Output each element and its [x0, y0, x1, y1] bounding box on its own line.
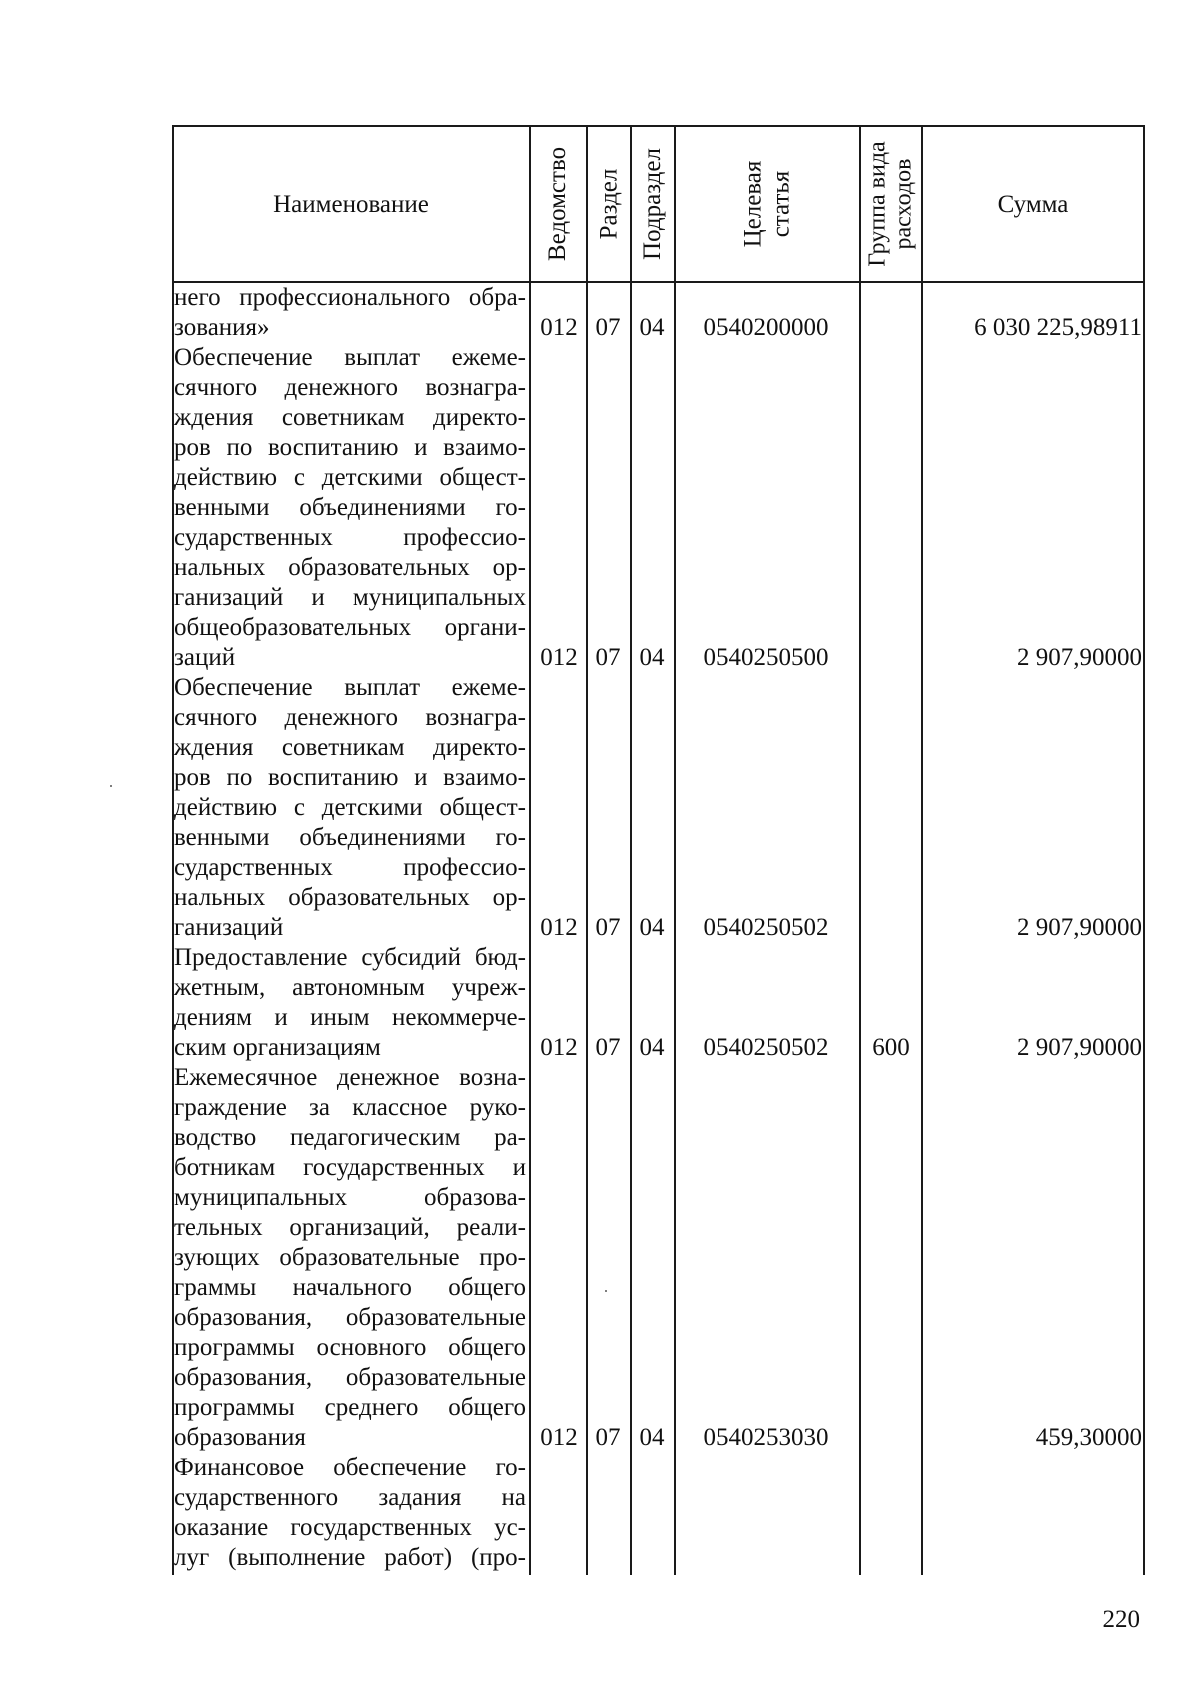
- name-line: общеобразовательных органи-: [174, 614, 526, 641]
- name-line: луг (выполнение работ) (про-: [174, 1544, 526, 1571]
- cell-podrazdel: 04: [639, 644, 665, 671]
- name-line: сударственных профессио-: [174, 854, 526, 881]
- header-podrazdel: [632, 127, 674, 281]
- name-line: ров по воспитанию и взаимо-: [174, 764, 526, 791]
- cell-razdel: 07: [595, 1424, 621, 1451]
- header-vedomstvo-text: Ведомство: [544, 146, 572, 262]
- table-right-border: [1143, 125, 1145, 1575]
- name-line: дениям и иным некоммерче-: [174, 1004, 526, 1031]
- name-line: тельных организаций, реали-: [174, 1214, 526, 1241]
- name-line: оказание государственных ус-: [174, 1514, 526, 1541]
- name-line: действию с детскими общест-: [174, 794, 526, 821]
- cell-vedomstvo: 012: [540, 644, 578, 671]
- name-line: Обеспечение выплат ежеме-: [174, 674, 526, 701]
- name-line: венными объединениями го-: [174, 824, 526, 851]
- name-line: Обеспечение выплат ежеме-: [174, 344, 526, 371]
- header-gruppa-line1: Группа вида: [865, 141, 891, 267]
- header-gruppa-line2: расходов: [891, 158, 917, 250]
- name-line: образования, образовательные: [174, 1304, 526, 1331]
- name-line: заций: [174, 644, 236, 671]
- header-name-text: Наименование: [273, 190, 429, 218]
- header-summa-text: Сумма: [997, 190, 1069, 218]
- col-divider-celevaya: [859, 125, 861, 1575]
- name-line: ров по воспитанию и взаимо-: [174, 434, 526, 461]
- name-column: [174, 283, 526, 1573]
- header-summa: [923, 127, 1143, 281]
- cell-summa: 2 907,90000: [1017, 914, 1142, 941]
- name-line: Финансовое обеспечение го-: [174, 1454, 526, 1481]
- col-divider-name: [529, 125, 531, 1575]
- header-celevaya: [676, 127, 859, 281]
- name-line: ждения советникам директо-: [174, 734, 526, 761]
- cell-vedomstvo: 012: [540, 314, 578, 341]
- header-name: [174, 127, 528, 281]
- header-razdel-text: Раздел: [595, 168, 622, 240]
- name-line: зующих образовательные про-: [174, 1244, 526, 1271]
- page-number: 220: [1102, 1606, 1140, 1633]
- name-line: жетным, автономным учреж-: [174, 974, 526, 1001]
- cell-summa: 2 907,90000: [1017, 644, 1142, 671]
- scan-speck: [605, 1290, 607, 1292]
- cell-celevaya: 0540253030: [703, 1424, 829, 1451]
- name-line: сячного денежного вознагра-: [174, 704, 526, 731]
- scan-speck: [110, 785, 112, 787]
- header-celevaya-line1: Целевая: [739, 160, 767, 248]
- cell-summa: 2 907,90000: [1017, 1034, 1142, 1061]
- cell-summa: 459,30000: [1035, 1424, 1142, 1451]
- name-line: ждения советникам директо-: [174, 404, 526, 431]
- name-line: него профессионального обра-: [174, 284, 526, 311]
- header-razdel: [588, 127, 630, 281]
- name-line: венными объединениями го-: [174, 494, 526, 521]
- name-line: программы среднего общего: [174, 1394, 526, 1421]
- cell-celevaya: 0540250502: [703, 1034, 829, 1061]
- name-line: ганизаций: [174, 914, 284, 941]
- cell-vedomstvo: 012: [540, 1424, 578, 1451]
- name-line: Ежемесячное денежное возна-: [174, 1064, 526, 1091]
- cell-celevaya: 0540250502: [703, 914, 829, 941]
- name-line: образования: [174, 1424, 306, 1451]
- header-gruppa: [861, 127, 921, 281]
- name-line: Предоставление субсидий бюд-: [174, 944, 526, 971]
- cell-gruppa: 600: [872, 1034, 910, 1061]
- name-line: нальных образовательных ор-: [174, 554, 526, 581]
- cell-podrazdel: 04: [639, 914, 665, 941]
- name-line: зования»: [174, 314, 270, 341]
- header-podrazdel-text: Подраздел: [639, 148, 666, 260]
- name-line: водство педагогическим ра-: [174, 1124, 526, 1151]
- cell-vedomstvo: 012: [540, 1034, 578, 1061]
- name-line: сударственного задания на: [174, 1484, 526, 1511]
- name-line: граммы начального общего: [174, 1274, 526, 1301]
- header-celevaya-line2: статья: [767, 170, 795, 238]
- name-line: сударственных профессио-: [174, 524, 526, 551]
- name-line: программы основного общего: [174, 1334, 526, 1361]
- name-line: нальных образовательных ор-: [174, 884, 526, 911]
- header-gruppa-text: [865, 141, 917, 266]
- name-line: муниципальных образова-: [174, 1184, 526, 1211]
- name-line: граждение за классное руко-: [174, 1094, 526, 1121]
- cell-podrazdel: 04: [639, 1424, 665, 1451]
- cell-podrazdel: 04: [639, 314, 665, 341]
- cell-celevaya: 0540250500: [703, 644, 829, 671]
- cell-razdel: 07: [595, 314, 621, 341]
- cell-vedomstvo: 012: [540, 914, 578, 941]
- header-celevaya-text: [739, 161, 795, 248]
- name-line: ботникам государственных и: [174, 1154, 526, 1181]
- header-vedomstvo: [531, 127, 586, 281]
- cell-summa: 6 030 225,98911: [974, 314, 1142, 341]
- col-divider-gruppa: [921, 125, 923, 1575]
- cell-celevaya: 0540200000: [703, 314, 829, 341]
- name-line: образования, образовательные: [174, 1364, 526, 1391]
- name-line: ским организациям: [174, 1034, 381, 1061]
- cell-razdel: 07: [595, 1034, 621, 1061]
- cell-razdel: 07: [595, 644, 621, 671]
- name-line: действию с детскими общест-: [174, 464, 526, 491]
- cell-razdel: 07: [595, 914, 621, 941]
- cell-podrazdel: 04: [639, 1034, 665, 1061]
- name-line: сячного денежного вознагра-: [174, 374, 526, 401]
- name-line: ганизаций и муниципальных: [174, 584, 526, 611]
